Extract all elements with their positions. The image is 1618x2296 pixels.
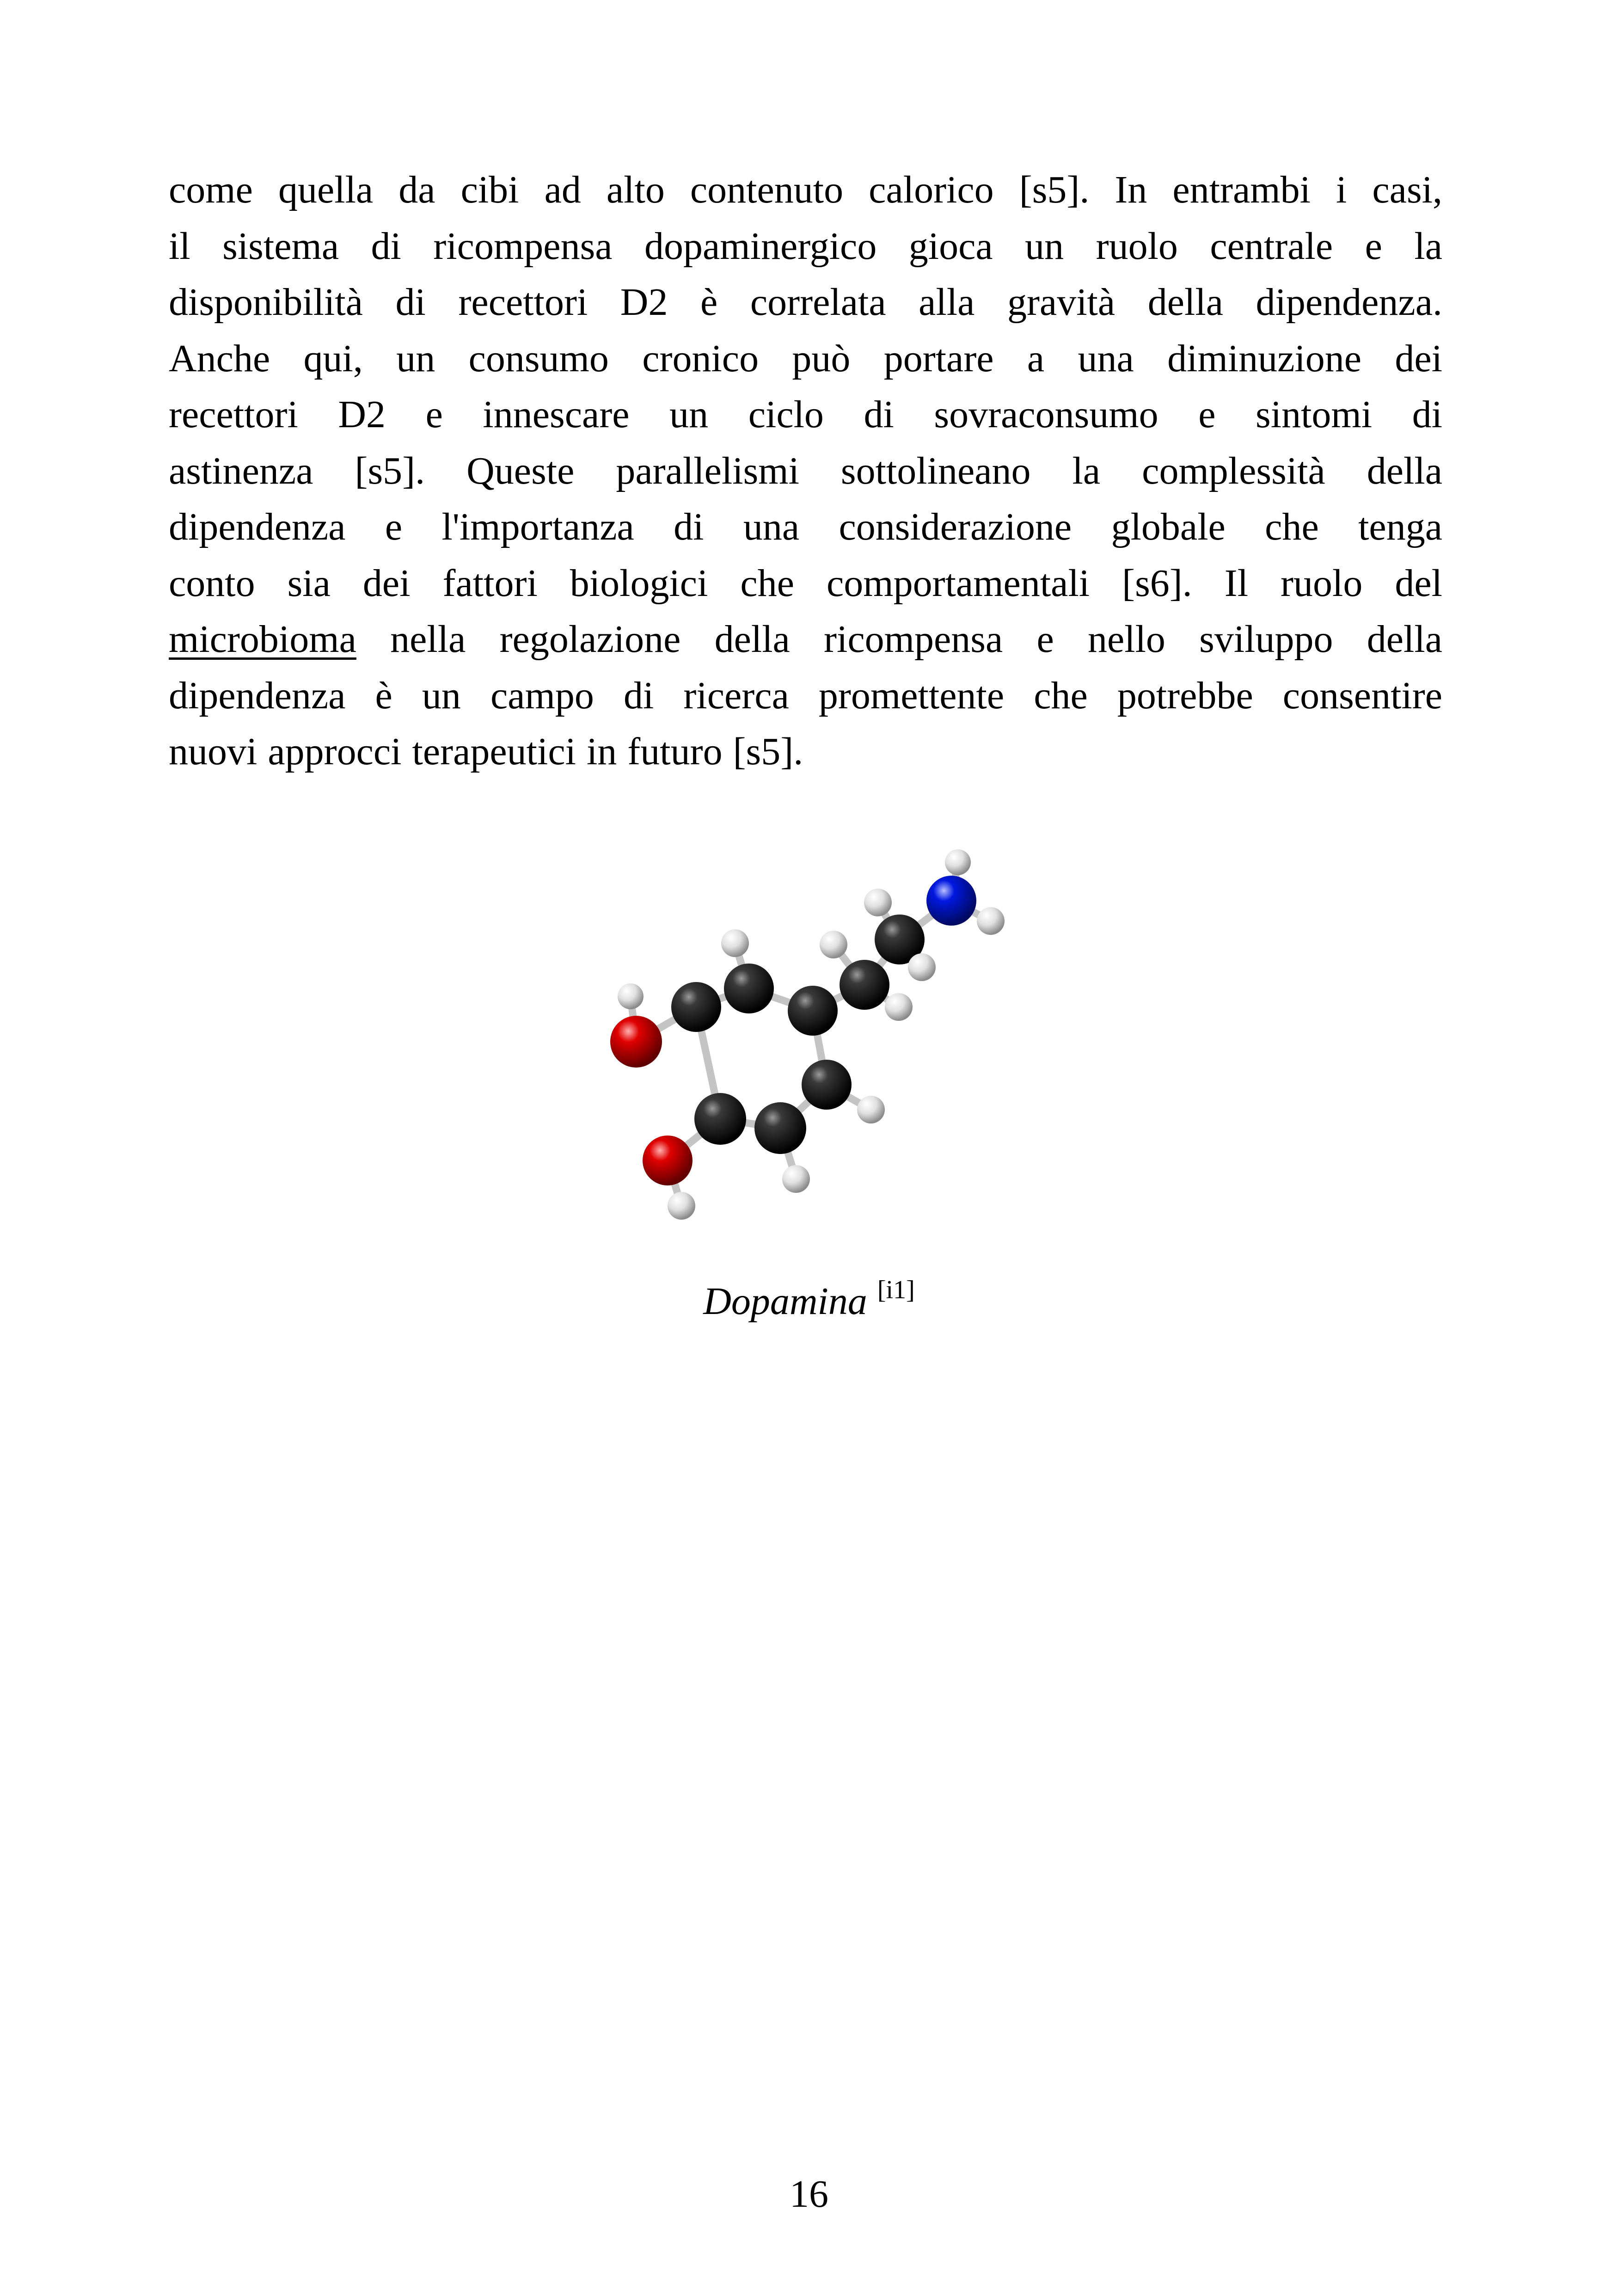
- text-line: nuovi approcci terapeutici in futuro [s5].: [169, 730, 803, 773]
- hydrogen-atom: [977, 907, 1005, 935]
- molecule-ball-and-stick-image: [596, 837, 1031, 1230]
- text-line: disponibilità di recettori D2 è correlata alla gravità della dipendenza.: [169, 281, 1442, 324]
- text-line: dipendenza e l'importanza di una considerazione globale che tenga: [169, 505, 1442, 548]
- carbon-atom: [754, 1102, 806, 1154]
- hydrogen-atom: [945, 849, 971, 875]
- text-line: conto sia dei fattori biologici che comportamentali [s6]. Il ruolo del: [169, 561, 1442, 605]
- carbon-atom: [840, 960, 889, 1010]
- text-line: il sistema di ricompensa dopaminergico gioca un ruolo centrale e la: [169, 224, 1442, 268]
- text-line: dipendenza è un campo di ricerca promettente che potrebbe consentire: [169, 674, 1442, 717]
- hydrogen-atom: [820, 931, 847, 958]
- dopamine-molecule-figure: [596, 837, 1031, 1230]
- hydrogen-atom: [885, 993, 913, 1021]
- carbon-atom: [788, 986, 838, 1036]
- carbon-atom: [671, 982, 721, 1032]
- text-line: come quella da cibi ad alto contenuto calorico [s5]. In entrambi i casi,: [169, 168, 1442, 211]
- text-line-with-link: [169, 611, 1442, 668]
- microbioma-link[interactable]: microbioma: [169, 618, 356, 661]
- hydrogen-atom: [618, 983, 644, 1009]
- hydrogen-atom: [908, 953, 936, 981]
- page-number: 16: [790, 2173, 828, 2216]
- atoms: [610, 849, 1005, 1220]
- body-paragraph: [169, 162, 1442, 780]
- text-line: recettori D2 e innescare un ciclo di sovraconsumo e sintomi di: [169, 393, 1442, 436]
- nitrogen-atom: [926, 876, 976, 926]
- hydrogen-atom: [782, 1165, 810, 1193]
- hydrogen-atom: [721, 929, 749, 957]
- oxygen-atom: [610, 1016, 662, 1068]
- caption-name: Dopamina: [703, 1280, 867, 1323]
- caption-reference: [i1]: [877, 1276, 915, 1304]
- carbon-atom: [724, 964, 774, 1013]
- carbon-atom: [802, 1060, 852, 1110]
- text-line: astinenza [s5]. Queste parallelismi sottolineano la complessità della: [169, 449, 1442, 492]
- figure-caption: [0, 1267, 1618, 1325]
- hydrogen-atom: [864, 889, 892, 916]
- text-line-rest: nella regolazione della ricompensa e nello sviluppo della: [356, 618, 1442, 661]
- hydrogen-atom: [857, 1096, 885, 1123]
- oxygen-atom: [643, 1136, 693, 1185]
- carbon-atom: [694, 1093, 746, 1145]
- hydrogen-atom: [668, 1192, 695, 1220]
- text-line: Anche qui, un consumo cronico può portare a una diminuzione dei: [169, 337, 1442, 380]
